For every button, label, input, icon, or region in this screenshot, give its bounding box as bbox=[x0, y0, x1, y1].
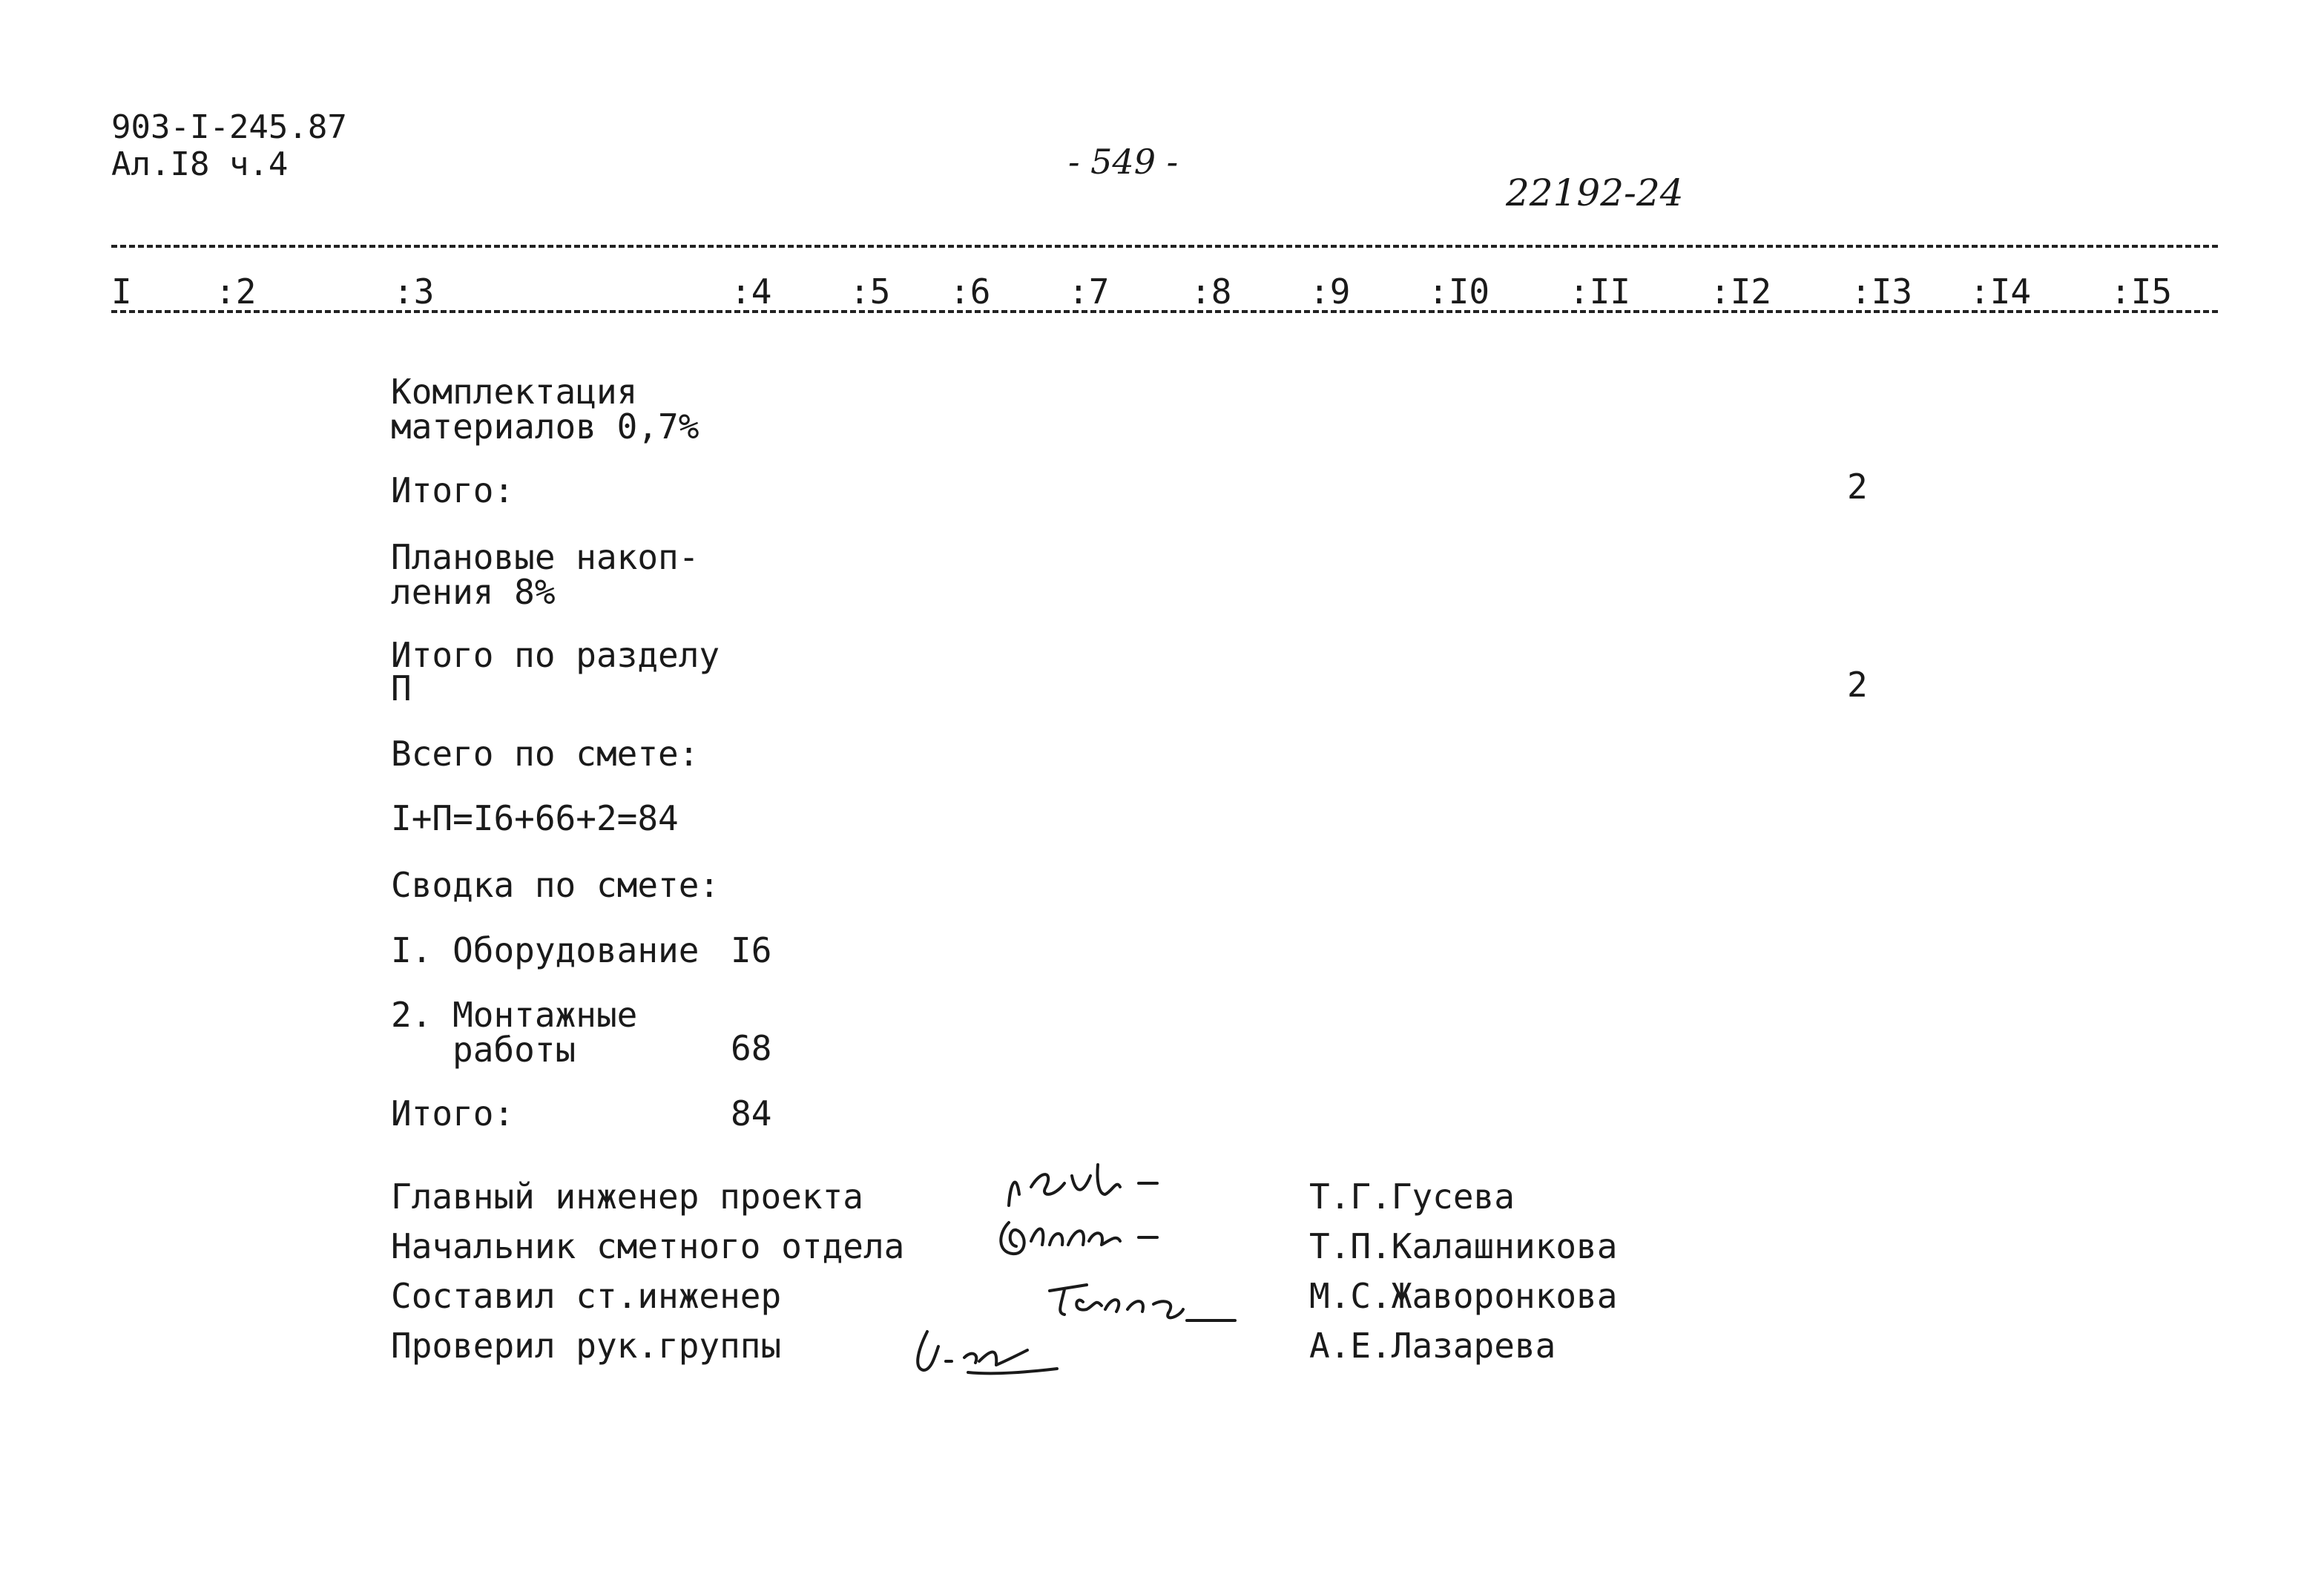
signer-name-2: Т.П.Калашникова bbox=[1309, 1226, 1618, 1266]
col-2: :2 bbox=[215, 272, 257, 312]
vsego-label: Всего по смете: bbox=[391, 734, 699, 774]
signer-role-4: Проверил рук.группы bbox=[391, 1326, 782, 1366]
razdel-line2: П bbox=[391, 668, 412, 708]
album-part: Ал.I8 ч.4 bbox=[111, 145, 289, 183]
item1-value: I6 bbox=[731, 930, 772, 970]
komplekt-line2: материалов 0,7% bbox=[391, 407, 699, 447]
signature-2 bbox=[994, 1200, 1217, 1267]
col-7: :7 bbox=[1068, 272, 1110, 312]
itogo2-value: 84 bbox=[731, 1093, 772, 1134]
plan-line1: Плановые накоп- bbox=[391, 537, 699, 577]
col-5: :5 bbox=[849, 272, 891, 312]
col-11: :II bbox=[1569, 272, 1631, 312]
col-14: :I4 bbox=[1969, 272, 2032, 312]
svodka-label: Сводка по смете: bbox=[391, 865, 720, 905]
komplekt-line1: Комплектация bbox=[391, 372, 638, 412]
col-6: :6 bbox=[949, 272, 991, 312]
col-3: :3 bbox=[393, 272, 435, 312]
razdel-line1: Итого по разделу bbox=[391, 635, 720, 675]
stamp-number: 22192-24 bbox=[1506, 171, 1684, 214]
col-1: I bbox=[111, 272, 132, 312]
header-dashed-rule bbox=[111, 310, 2218, 313]
signature-4 bbox=[909, 1317, 1116, 1384]
formula: I+П=I6+66+2=84 bbox=[391, 798, 679, 838]
col-12: :I2 bbox=[1710, 272, 1772, 312]
itogo-value: 2 bbox=[1847, 467, 1868, 507]
item2-line2: работы bbox=[452, 1030, 576, 1070]
col-15: :I5 bbox=[2110, 272, 2173, 312]
signer-role-3: Составил ст.инженер bbox=[391, 1276, 782, 1316]
top-dashed-rule bbox=[111, 245, 2218, 248]
signer-name-3: М.С.Жаворонкова bbox=[1309, 1276, 1618, 1316]
itogo2-label: Итого: bbox=[391, 1093, 515, 1134]
signer-name-1: Т.Г.Гусева bbox=[1309, 1177, 1515, 1217]
document-code: 903-I-245.87 bbox=[111, 108, 347, 146]
signer-role-1: Главный инженер проекта bbox=[391, 1177, 863, 1217]
signer-name-4: А.Е.Лазарева bbox=[1309, 1326, 1556, 1366]
col-8: :8 bbox=[1191, 272, 1232, 312]
item1-label: I. Оборудование bbox=[391, 930, 699, 970]
signer-role-2: Начальник сметного отдела bbox=[391, 1226, 905, 1266]
plan-line2: ления 8% bbox=[391, 572, 556, 612]
col-10: :I0 bbox=[1428, 272, 1490, 312]
razdel-value: 2 bbox=[1847, 665, 1868, 705]
itogo-label: Итого: bbox=[391, 470, 515, 510]
col-9: :9 bbox=[1309, 272, 1351, 312]
item2-value: 68 bbox=[731, 1028, 772, 1068]
item2-line1: 2. Монтажные bbox=[391, 995, 638, 1035]
col-4: :4 bbox=[731, 272, 772, 312]
col-13: :I3 bbox=[1851, 272, 1913, 312]
page-number: - 549 - bbox=[1068, 142, 1179, 182]
